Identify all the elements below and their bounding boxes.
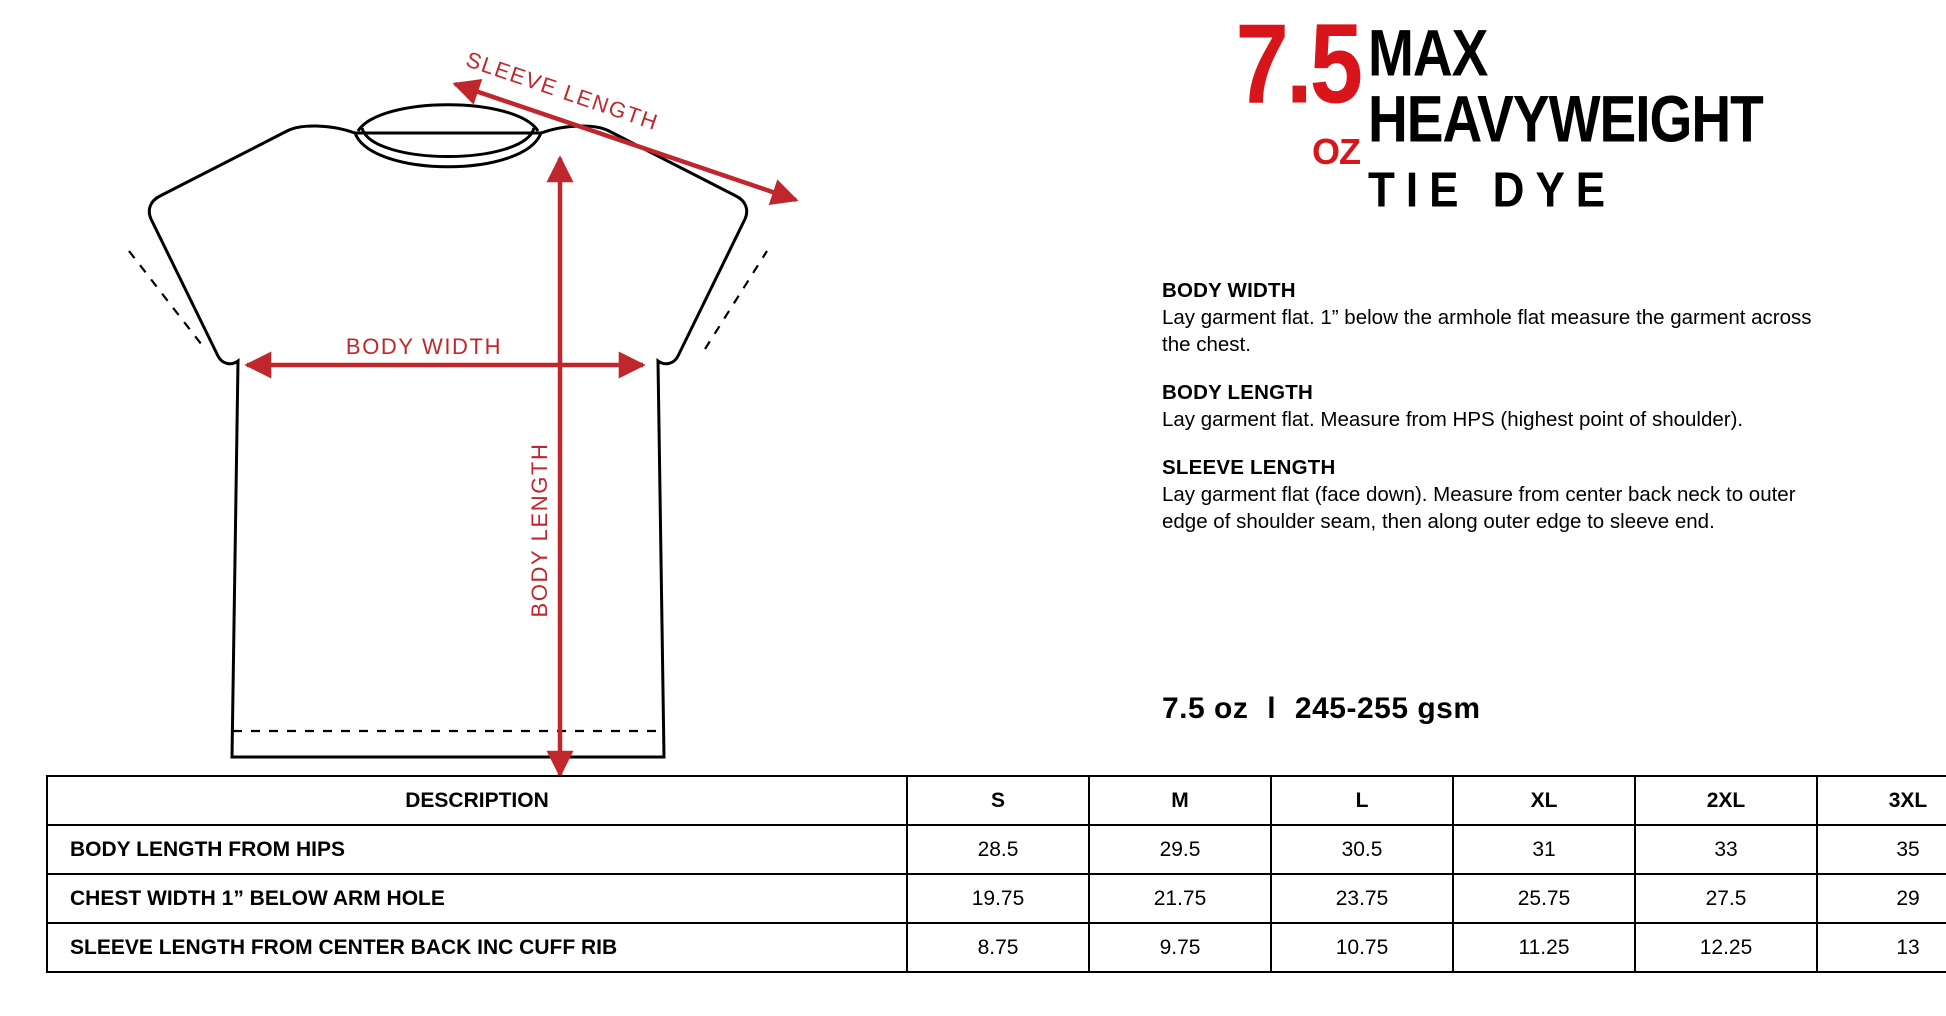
row-value-2xl: 33: [1635, 825, 1817, 874]
header-description: DESCRIPTION: [47, 776, 907, 825]
row-value-xl: 25.75: [1453, 874, 1635, 923]
note-body-width: [1162, 278, 1842, 358]
weight-gsm: 245-255 gsm: [1294, 692, 1481, 725]
headline-line-1: MAX: [1368, 17, 1488, 91]
table-row: [47, 825, 1946, 874]
row-value-m: 29.5: [1089, 825, 1271, 874]
header-size-l: L: [1271, 776, 1453, 825]
headline-words: [1368, 17, 1763, 218]
size-table: [46, 775, 1946, 973]
size-table-head: [47, 776, 1946, 825]
product-headline: [1160, 1, 1920, 218]
header-size-3xl: 3XL: [1817, 776, 1946, 825]
row-description: SLEEVE LENGTH FROM CENTER BACK INC CUFF RIB: [47, 923, 907, 972]
row-value-xl: 11.25: [1453, 923, 1635, 972]
sleeve-length-label: SLEEVE LENGTH: [462, 46, 662, 136]
weight-unit: OZ: [1312, 131, 1360, 172]
header-size-s: S: [907, 776, 1089, 825]
row-description: BODY LENGTH FROM HIPS: [47, 825, 907, 874]
row-description: CHEST WIDTH 1” BELOW ARM HOLE: [47, 874, 907, 923]
row-value-l: 23.75: [1271, 874, 1453, 923]
note-body-length: [1162, 380, 1842, 433]
size-table-body: [47, 825, 1946, 972]
body-length-label: BODY LENGTH: [527, 442, 552, 618]
header-size-xl: XL: [1453, 776, 1635, 825]
headline-line-2: HEAVYWEIGHT: [1368, 83, 1763, 157]
row-value-s: 28.5: [907, 825, 1089, 874]
note-title: SLEEVE LENGTH: [1162, 456, 1336, 479]
table-header-row: [47, 776, 1946, 825]
row-value-3xl: 13: [1817, 923, 1946, 972]
row-value-3xl: 29: [1817, 874, 1946, 923]
weight-number: 7.5: [1235, 1, 1360, 128]
row-value-s: 19.75: [907, 874, 1089, 923]
note-body: Lay garment flat. Measure from HPS (highest point of shoulder).: [1162, 408, 1744, 431]
header-size-m: M: [1089, 776, 1271, 825]
body-width-label: BODY WIDTH: [345, 334, 503, 359]
row-value-m: 9.75: [1089, 923, 1271, 972]
note-sleeve-length: [1162, 455, 1842, 535]
weight-badge: [1160, 1, 1360, 172]
note-body: Lay garment flat. 1” below the armhole flat measure the garment across the chest.: [1162, 306, 1812, 356]
header-size-2xl: 2XL: [1635, 776, 1817, 825]
note-title: BODY WIDTH: [1162, 279, 1296, 302]
weight-separator: l: [1267, 692, 1277, 725]
table-row: [47, 923, 1946, 972]
tshirt-diagram: [0, 0, 1120, 790]
note-body: Lay garment flat (face down). Measure from center back neck to outer edge of shoulder seam, then along outer edge to sleeve end.: [1162, 483, 1796, 533]
weight-ounces: 7.5 oz: [1162, 692, 1249, 725]
body-length-label-text: [0, 790, 1, 791]
row-value-xl: 31: [1453, 825, 1635, 874]
row-value-s: 8.75: [907, 923, 1089, 972]
note-title: BODY LENGTH: [1162, 381, 1314, 404]
headline-line-3: TIE DYE: [1368, 162, 1617, 218]
measurement-notes: [1162, 278, 1842, 557]
table-row: [47, 874, 1946, 923]
row-value-m: 21.75: [1089, 874, 1271, 923]
row-value-3xl: 35: [1817, 825, 1946, 874]
row-value-l: 10.75: [1271, 923, 1453, 972]
fabric-weight-spec: [1162, 692, 1481, 726]
row-value-2xl: 27.5: [1635, 874, 1817, 923]
row-value-l: 30.5: [1271, 825, 1453, 874]
tshirt-outline: [149, 105, 746, 757]
row-value-2xl: 12.25: [1635, 923, 1817, 972]
